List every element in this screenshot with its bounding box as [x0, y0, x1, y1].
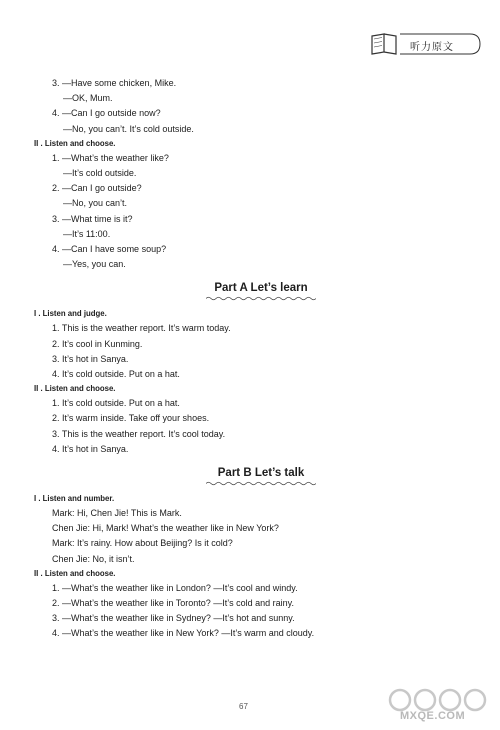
list-item: 3. This is the weather report. It’s cool today. — [52, 428, 226, 439]
page-number: 67 — [239, 702, 248, 711]
wave-underline — [206, 481, 316, 486]
header-badge — [370, 30, 470, 56]
dialog-line: —It’s 11:00. — [63, 228, 111, 239]
list-item: 3. It’s hot in Sanya. — [52, 353, 129, 364]
list-item: 2. It’s cool in Kunming. — [52, 338, 143, 349]
dialog-line: 2. —Can I go outside? — [52, 183, 142, 194]
part-a-title: Part A Let’s learn — [214, 282, 308, 295]
list-item: 3. —What’s the weather like in Sydney? —It’s hot and sunny. — [52, 613, 295, 624]
section-title: II . Listen and choose. — [34, 568, 116, 578]
wave-underline — [206, 296, 316, 301]
dialog-line: 3. —What time is it? — [52, 213, 133, 224]
dialog-line: Chen Jie: No, it isn’t. — [52, 553, 135, 564]
dialog-line: Mark: Hi, Chen Jie! This is Mark. — [52, 508, 182, 519]
dialog-line: Mark: It’s rainy. How about Beijing? Is it cold? — [52, 538, 233, 549]
page-content — [34, 76, 474, 642]
list-item: 2. —What’s the weather like in Toronto? —It’s cold and rainy. — [52, 598, 294, 609]
watermark-text: MXQE.COM — [400, 710, 466, 722]
dialog-line: —OK, Mum. — [63, 93, 113, 104]
dialog-line: —No, you can’t. It’s cold outside. — [63, 123, 194, 134]
dialog-line: 3. —Have some chicken, Mike. — [52, 78, 177, 88]
list-item: 4. —What’s the weather like in New York? —It’s warm and cloudy. — [52, 628, 315, 639]
dialog-line: —Yes, you can. — [63, 259, 126, 270]
dialog-line: 4. —Can I go outside now? — [52, 108, 161, 119]
dialog-line: 4. —Can I have some soup? — [52, 244, 167, 255]
dialog-line: Chen Jie: Hi, Mark! What’s the weather like in New York? — [52, 523, 279, 534]
list-item: 4. It’s cold outside. Put on a hat. — [52, 369, 180, 380]
dialog-line: —No, you can’t. — [63, 198, 128, 209]
section-title: I . Listen and judge. — [34, 309, 107, 319]
section-title: II . Listen and choose. — [34, 138, 116, 148]
part-b-title: Part B Let’s talk — [217, 467, 305, 480]
section-title: I . Listen and number. — [34, 494, 115, 504]
list-item: 1. —What’s the weather like in London? —It’s cool and windy. — [52, 582, 298, 593]
dialog-line: 1. —What’s the weather like? — [52, 152, 169, 163]
dialog-line: —It’s cold outside. — [63, 168, 137, 179]
list-item: 1. It’s cold outside. Put on a hat. — [52, 398, 180, 409]
list-item: 2. It’s warm inside. Take off your shoes. — [52, 413, 210, 424]
list-item: 1. This is the weather report. It’s warm today. — [52, 323, 231, 334]
section-title: II . Listen and choose. — [34, 384, 116, 394]
list-item: 4. It’s hot in Sanya. — [52, 443, 129, 454]
badge-label: 听力原文 — [410, 42, 454, 53]
